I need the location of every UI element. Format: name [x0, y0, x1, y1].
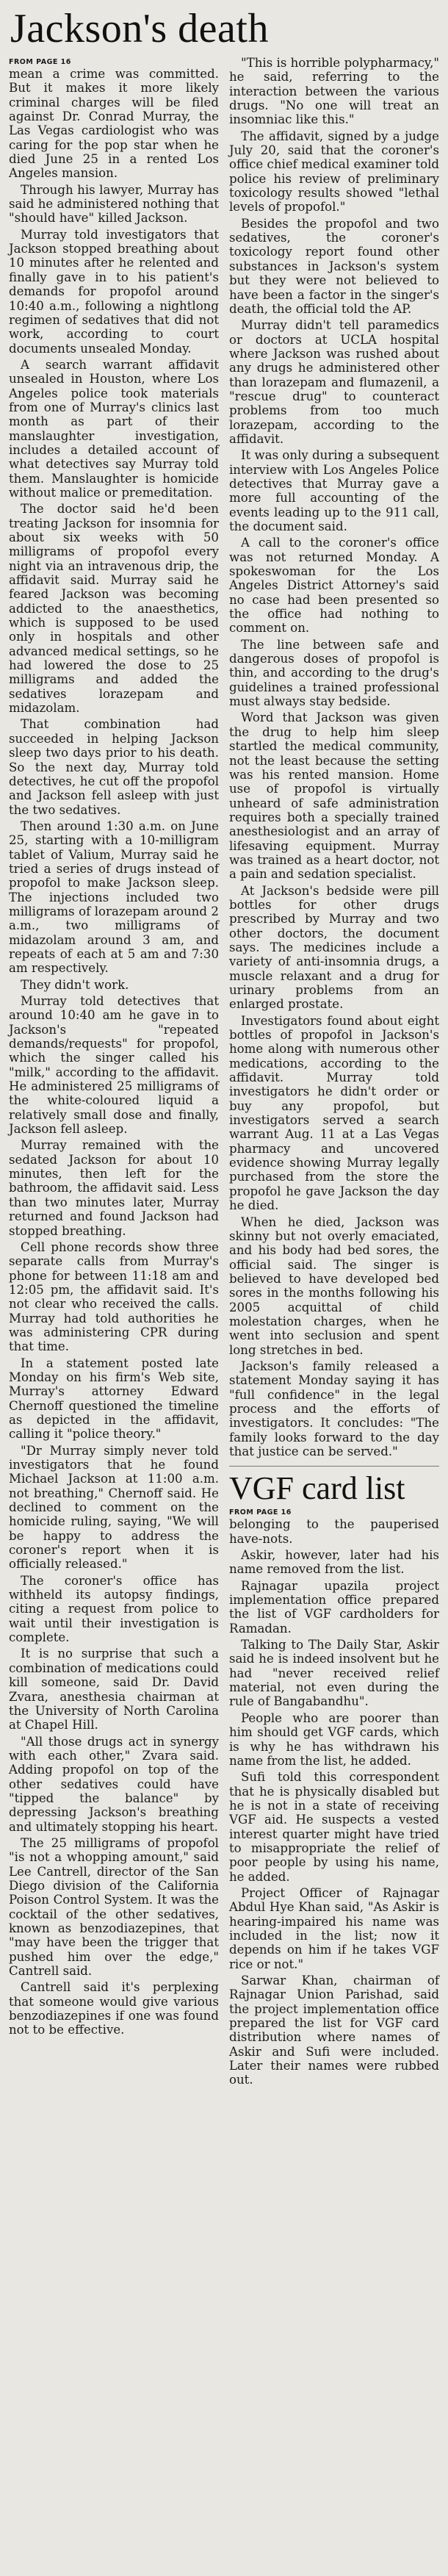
paragraph: Sufi told this correspondent that he is physically disabled but he is not in a state of receiving VGF aid. He suspects a vested interest quarter might have tried to misappropriate the relief of poor people by using his name, he added.	[229, 1770, 439, 1884]
paragraph: Besides the propofol and two sedatives, the coroner's toxicology report found other substances in Jackson's system but they were not believed to have been a factor in the singer's death, the official told the AP.	[229, 216, 439, 316]
left-column-body	[9, 67, 219, 2037]
paragraph: It was only during a subsequent interview with Los Angeles Police detectives that Murray gave a more full accounting of the events leading up to the 911 call, the document said.	[229, 448, 439, 533]
paragraph: The doctor said he'd been treating Jackson for insomnia for about six weeks with 50 milligrams of propofol every night via an intravenous drip, the affidavit said. Murray said he feared Jackson was becoming addicted to the anaesthetics, which is supposed to be used only in hospitals and other advanced medical settings, so he had lowered the dose to 25 milligrams and added the sedatives lorazepam and midazolam.	[9, 502, 219, 716]
paragraph: At Jackson's bedside were pill bottles for other drugs prescribed by Murray and two other doctors, the document says. The medicines include a variety of anti-insomnia drugs, a muscle relaxant and a drug for urinary problems from an enlarged prostate.	[229, 883, 439, 1012]
paragraph: The affidavit, signed by a judge July 20, said that the coroner's office chief medical examiner told police his review of preliminary toxicology results showed "lethal levels of propofol."	[229, 129, 439, 215]
paragraph: Through his lawyer, Murray has said he administered nothing that "should have" killed Jackson.	[9, 182, 219, 226]
paragraph: "This is horrible polypharmacy," he said, referring to the interaction between the various drugs. "No one will treat an insomniac like this."	[229, 56, 439, 127]
right-column	[229, 56, 439, 2090]
paragraph: When he died, Jackson was skinny but not overly emaciated, and his body had bed sores, the official said. The singer is believed to have developed bed sores in the months following his 2005 acquittal of child molestation charges, when he went into seclusion and spent long stretches in bed.	[229, 1215, 439, 1357]
paragraph: They didn't work.	[21, 977, 129, 992]
from-page-label: FROM PAGE 16	[9, 58, 71, 66]
paragraph: Investigators found about eight bottles of propofol in Jackson's home along with numerous other medications, according to the affidavit. Murray told investigators he didn't order or buy any propofol, but investigators served a search warrant Aug. 11 at a Las Vegas pharmacy and uncovered evidence showing Murray legally purchased from the store the propofol he gave Jackson the day he died.	[229, 1013, 439, 1213]
paragraph: "All those drugs act in synergy with each other," Zvara said. Adding propofol on top of the other sedatives could have "tipped the balance" by depressing Jackson's breathing and ultimately stopping his heart.	[9, 1734, 219, 1834]
headline: Jackson's death	[10, 6, 269, 51]
paragraph: "Dr Murray simply never told investigators that he found Michael Jackson at 11:00 a.m. not breathing," Chernoff said. He declined to comment on the homicide ruling, saying, "We will be happy to address the coroner's report when it is officially released."	[9, 1443, 219, 1572]
paragraph: Jackson's family released a statement Monday saying it has "full confidence" in the legal process and the efforts of investigators. It concludes: "The family looks forward to the day that justice can be served."	[229, 1359, 439, 1458]
paragraph: Murray didn't tell paramedics or doctors at UCLA hospital where Jackson was rushed about any drugs he administered other than lorazepam and flumazenil, a "rescue drug" to counteract problems from too much lorazepam, according to the affidavit.	[229, 318, 439, 446]
vgf-headline: VGF card list	[229, 1470, 405, 1507]
paragraph: The coroner's office has withheld its autopsy findings, citing a request from police to wait until their investigation is complete.	[9, 1573, 219, 1645]
vgf-body	[229, 1517, 439, 2087]
paragraph: Cantrell said it's perplexing that someone would give various benzodiazepines if one was found not to be effective.	[9, 1980, 219, 2037]
paragraph: The 25 milligrams of propofol "is not a whopping amount," said Lee Cantrell, director of the San Diego division of the California Poison Control System. It was the cocktail of the other sedatives, known as benzodiazepines, that "may have been the trigger that pushed him over the edge," Cantrell said.	[9, 1835, 219, 1979]
paragraph: mean a crime was committed. But it makes it more likely criminal charges will be filed against Dr. Conrad Murray, the Las Vegas cardiologist who was caring for the pop star when he died June 25 in a rented Los Angeles mansion.	[9, 67, 219, 181]
paragraph: Murray remained with the sedated Jackson for about 10 minutes, then left for the bathroom, the affidavit said. Less than two minutes later, Murray returned and found Jackson had stopped breathing.	[9, 1138, 219, 1238]
paragraph: Then around 1:30 a.m. on June 25, starting with a 10-milligram tablet of Valium, Murray said he tried a series of drugs instead of propofol to make Jackson sleep. The injections included two milligrams of lorazepam around 2 a.m., two milligrams of midazolam around 3 am, and repeats of each at 5 am and 7:30 am respectively.	[9, 819, 219, 976]
paragraph: That combination had succeeded in helping Jackson sleep two days prior to his death. So the next day, Murray told detectives, he cut off the propofol and Jackson fell asleep with just the two sedatives.	[9, 717, 219, 817]
paragraph: Askir, however, later had his name removed from the list.	[229, 1548, 439, 1577]
paragraph: Cell phone records show three separate calls from Murray's phone for between 11:18 am and 12:05 pm, the affidavit said. It's not clear who received the calls. Murray had told authorities he was administering CPR during that time.	[9, 1240, 219, 1354]
right-column-body	[229, 56, 439, 1458]
vgf-from-page-label: FROM PAGE 16	[229, 1508, 292, 1517]
paragraph: Sarwar Khan, chairman of Rajnagar Union Parishad, said the project implementation office prepared the list for VGF card distribution where names of Askir and Sufi were included. Later their names were rubbed out.	[229, 1974, 439, 2087]
paragraph: It is no surprise that such a combination of medications could kill someone, said Dr. David Zvara, anesthesia chairman at the University of North Carolina at Chapel Hill.	[9, 1647, 219, 1733]
paragraph: Project Officer of Rajnagar Abdul Hye Khan said, "As Askir is hearing-impaired his name was included in the list; now it depends on him if he takes VGF rice or not."	[229, 1885, 439, 1971]
paragraph: The line between safe and dangerous doses of propofol is thin, and according to the drug's guidelines a trained professional must always stay bedside.	[229, 637, 439, 709]
paragraph: belonging to the pauperised have-nots.	[229, 1517, 439, 1546]
left-column	[9, 56, 219, 2090]
paragraph: Murray told investigators that Jackson stopped breathing about 10 minutes after he relented and finally gave in to his patient's demands for propofol around 10:40 a.m., following a nightlong regimen of sedatives that did not work, according to court documents unsealed Monday.	[9, 227, 219, 356]
paragraph: Talking to The Daily Star, Askir said he is indeed insolvent but he had "never received relief material, not even during the rule of Bangabandhu".	[229, 1638, 439, 1709]
paragraph: Rajnagar upazila project implementation office prepared the list of VGF cardholders for Ramadan.	[229, 1578, 439, 1636]
paragraph: In a statement posted late Monday on his firm's Web site, Murray's attorney Edward Chernoff questioned the timeline as depicted in the affidavit, calling it "police theory."	[9, 1356, 219, 1442]
paragraph: Murray told detectives that around 10:40 am he gave in to Jackson's "repeated demands/requests" for propofol, which the singer called his "milk," according to the affidavit. He administered 25 milligrams of the white-coloured liquid a relatively small dose and finally, Jackson fell asleep.	[9, 994, 219, 1137]
paragraph: People who are poorer than him should get VGF cards, which is why he has withdrawn his name from the list, he added.	[229, 1710, 439, 1768]
paragraph: A call to the coroner's office was not returned Monday. A spokeswoman for the Los Angeles District Attorney's said no case had been presented so the office had nothing to comment on.	[229, 536, 439, 636]
paragraph: Word that Jackson was given the drug to help him sleep startled the medical community, not the least because the setting was his rented mansion. Home use of propofol is virtually unheard of safe administration requires both a specially trained anesthesiologist and an array of lifesaving equipment. Murray was trained as a heart doctor, not a pain and sedation specialist.	[229, 710, 439, 882]
section-divider	[229, 1466, 439, 1467]
paragraph: A search warrant affidavit unsealed in Houston, where Los Angeles police took materials from one of Murray's clinics last month as part of their manslaughter investigation, includes a detailed account of what detectives say Murray told them. Manslaughter is homicide without malice or premeditation.	[9, 357, 219, 500]
article-columns	[9, 56, 439, 2090]
